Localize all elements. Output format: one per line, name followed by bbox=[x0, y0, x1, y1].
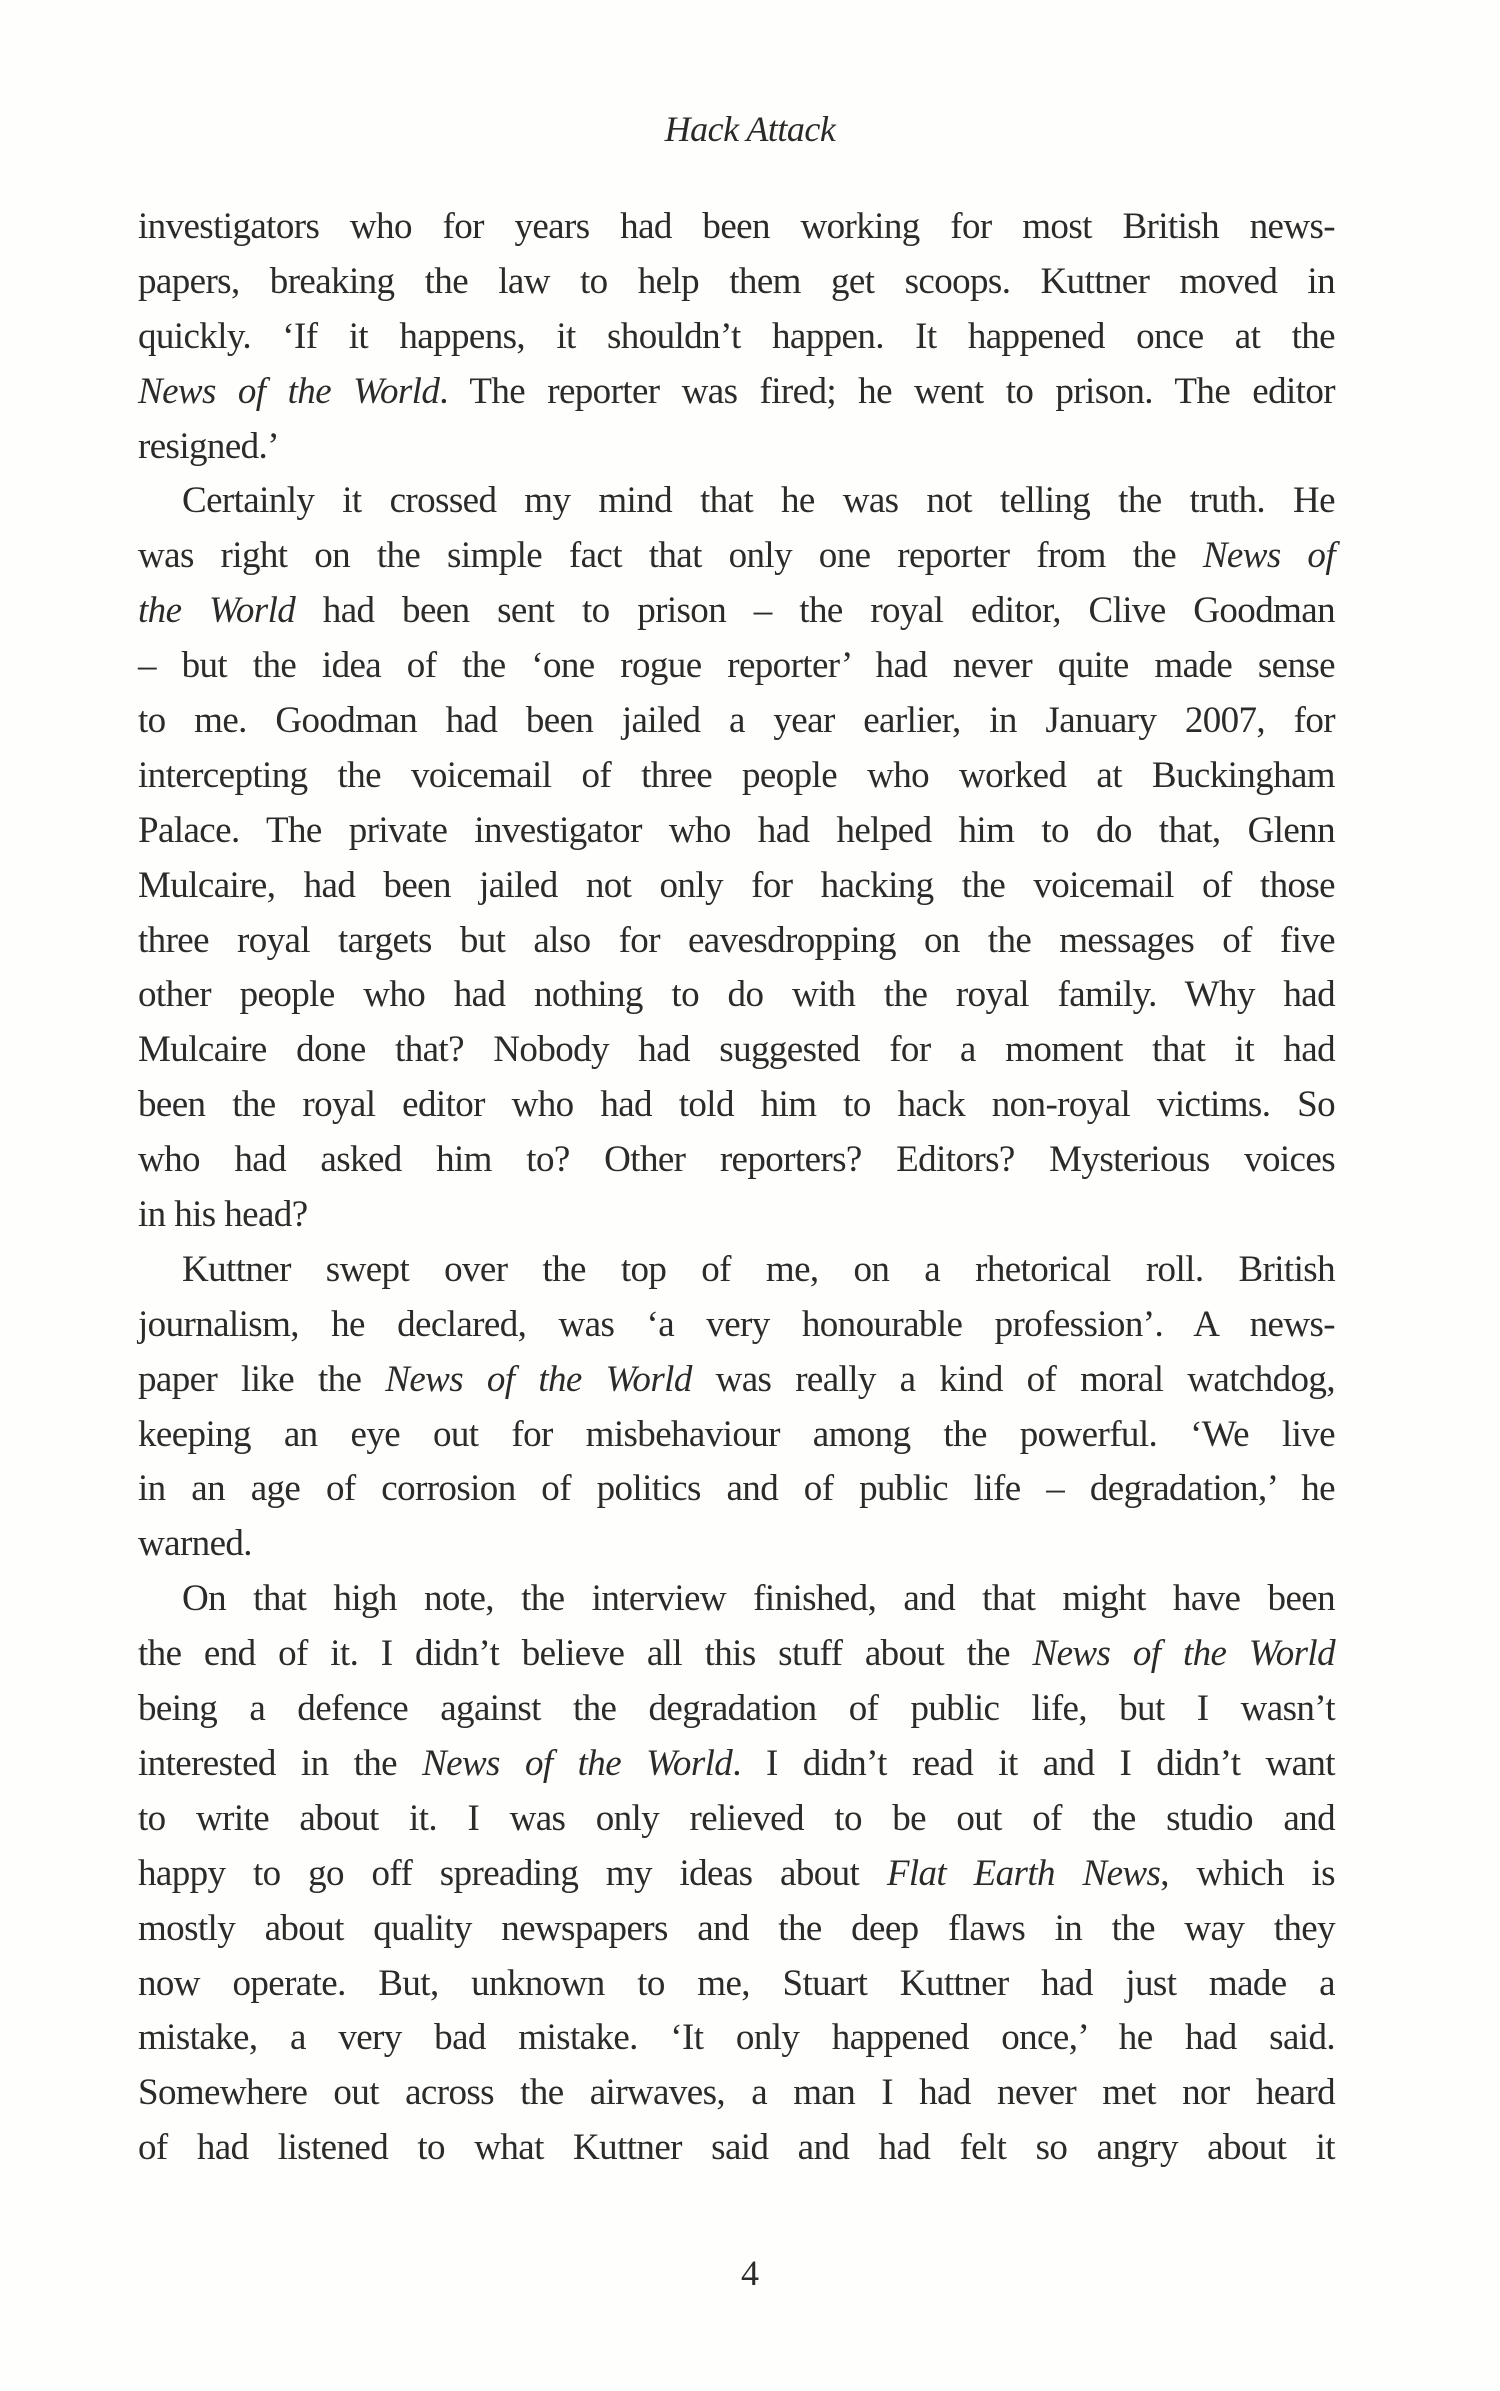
text-line: investigators who for years had been working for most British news- bbox=[138, 206, 1335, 247]
text-line: happy to go off spreading my ideas about Flat Earth News, which is bbox=[138, 1852, 1335, 1894]
text-line: News of the World. The reporter was fired; he went to prison. The editor bbox=[138, 370, 1335, 412]
text-line: Mulcaire done that? Nobody had suggested for a moment that it had bbox=[138, 1029, 1335, 1071]
text-line: in his head? bbox=[138, 1194, 308, 1236]
text-line: to write about it. I was only relieved to be out of the studio and bbox=[138, 1797, 1335, 1839]
text-line: papers, breaking the law to help them get scoops. Kuttner moved in bbox=[138, 260, 1335, 302]
text-line: journalism, he declared, was ‘a very honourable profession’. A news- bbox=[138, 1303, 1335, 1345]
text-line: mistake, a very bad mistake. ‘It only happened once,’ he had said. bbox=[138, 2017, 1335, 2059]
text-line: in an age of corrosion of politics and of public life – degradation,’ he bbox=[138, 1468, 1335, 1510]
text-line: quickly. ‘If it happens, it shouldn’t happen. It happened once at the bbox=[138, 315, 1335, 357]
text-line: Somewhere out across the airwaves, a man I had never met nor heard bbox=[138, 2072, 1335, 2114]
italic-title: News of the World bbox=[138, 370, 440, 412]
text-line: resigned.’ bbox=[138, 425, 279, 467]
text-line: three royal targets but also for eavesdropping on the messages of five bbox=[138, 919, 1335, 961]
text-line: Certainly it crossed my mind that he was not telling the truth. He bbox=[182, 480, 1335, 522]
text-line: the World had been sent to prison – the royal editor, Clive Goodman bbox=[138, 590, 1336, 632]
text-line: been the royal editor who had told him to hack non-royal victims. So bbox=[138, 1084, 1335, 1126]
text-line: paper like the News of the World was really a kind of moral watchdog, bbox=[138, 1358, 1335, 1400]
body-text bbox=[138, 200, 1335, 2176]
text-line: Palace. The private investigator who had helped him to do that, Glenn bbox=[138, 809, 1335, 851]
text-line: to me. Goodman had been jailed a year earlier, in January 2007, for bbox=[138, 700, 1335, 742]
italic-title: News of the World bbox=[1032, 1633, 1335, 1675]
italic-title: News of the World bbox=[422, 1742, 733, 1784]
text-line: the end of it. I didn’t believe all this stuff about the News of the World bbox=[138, 1633, 1335, 1675]
text-line: who had asked him to? Other reporters? Editors? Mysterious voices bbox=[138, 1139, 1335, 1181]
text-line: mostly about quality newspapers and the deep flaws in the way they bbox=[138, 1907, 1335, 1949]
text-line: now operate. But, unknown to me, Stuart Kuttner had just made a bbox=[138, 1962, 1335, 2004]
text-line: of had listened to what Kuttner said and had felt so angry about it bbox=[138, 2127, 1335, 2169]
text-line: being a defence against the degradation of public life, but I wasn’t bbox=[138, 1688, 1335, 1730]
text-line: On that high note, the interview finished, and that might have been bbox=[182, 1578, 1335, 1620]
text-line: other people who had nothing to do with the royal family. Why had bbox=[138, 974, 1335, 1016]
text-line: Mulcaire, had been jailed not only for hacking the voicemail of those bbox=[138, 864, 1335, 906]
running-head: Hack Attack bbox=[664, 109, 836, 149]
italic-title: News of bbox=[1202, 535, 1336, 577]
text-line: warned. bbox=[138, 1523, 252, 1565]
text-line: keeping an eye out for misbehaviour among the powerful. ‘We live bbox=[138, 1413, 1335, 1455]
italic-title: Flat Earth News bbox=[886, 1852, 1161, 1894]
text-line: Kuttner swept over the top of me, on a rhetorical roll. British bbox=[182, 1248, 1335, 1290]
page-number: 4 bbox=[741, 2253, 759, 2293]
text-line: interested in the News of the World. I didn’t read it and I didn’t want bbox=[138, 1742, 1335, 1784]
text-line: intercepting the voicemail of three people who worked at Buckingham bbox=[138, 754, 1335, 796]
italic-title: the World bbox=[138, 590, 296, 632]
italic-title: News of the World bbox=[385, 1358, 692, 1400]
text-line: – but the idea of the ‘one rogue reporter’ had never quite made sense bbox=[138, 645, 1335, 687]
text-line: was right on the simple fact that only one reporter from the News of bbox=[138, 535, 1336, 577]
